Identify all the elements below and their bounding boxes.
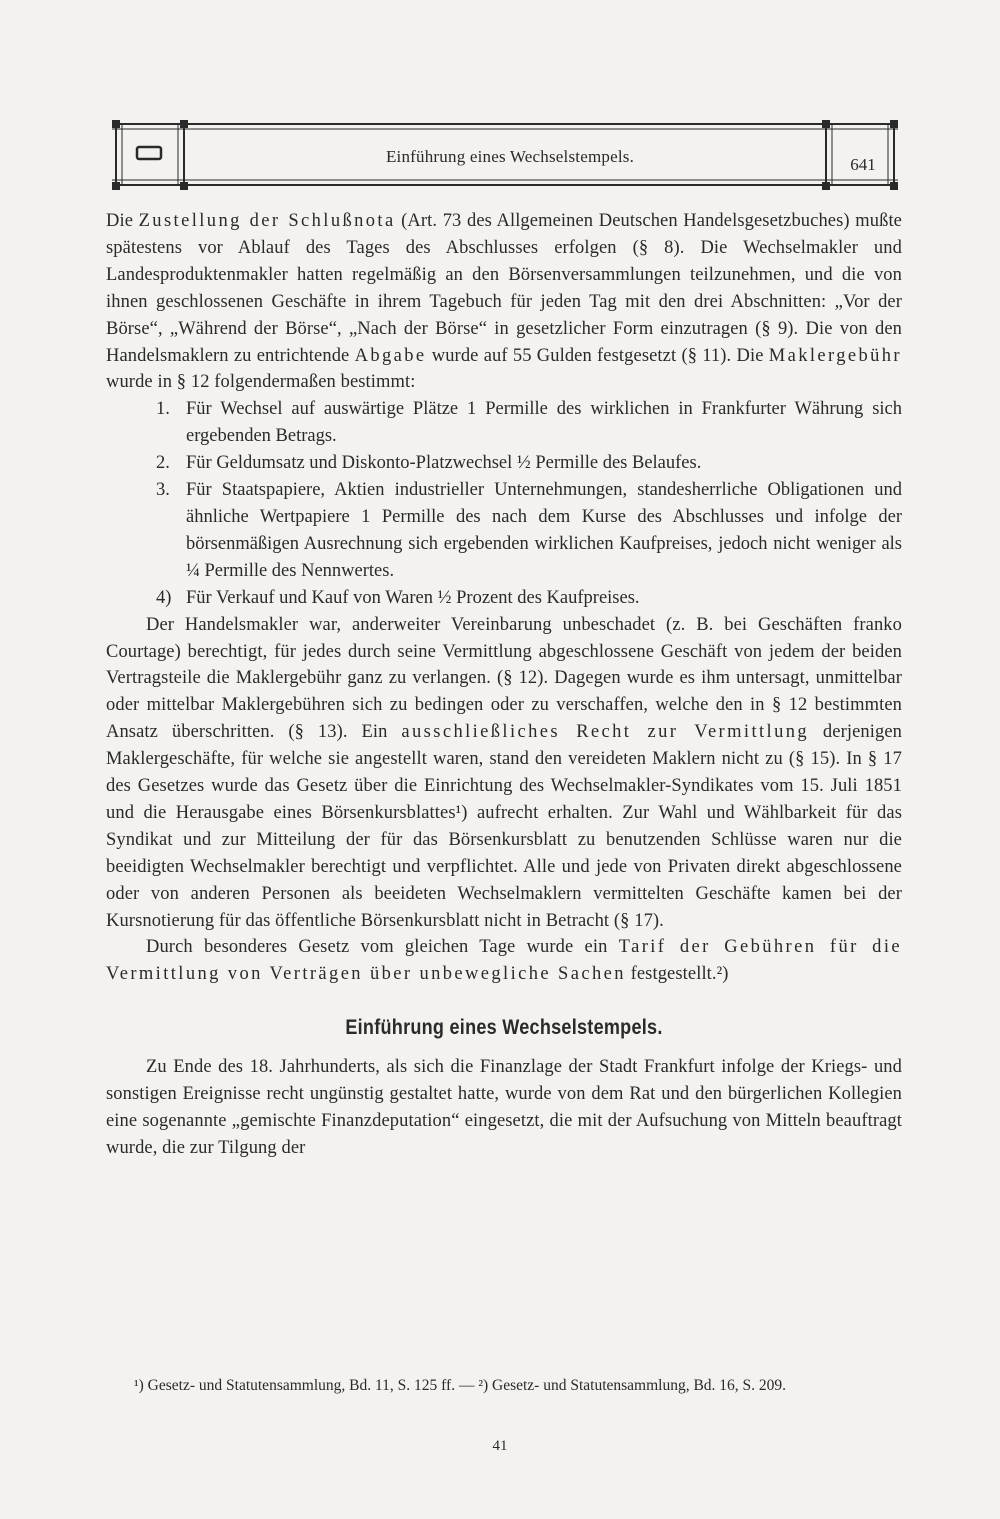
running-title: Einführung eines Wechselstempels.	[385, 147, 635, 166]
text-run: Der Handelsmakler war, anderweiter Vereinbarung unbeschadet (z. B. bei Geschäften franko Courtage) berechtigt, für jedes durch seine Vermittlung abgeschlossene Geschäft von jedem der beiden Vertragsteile die Maklergebühr ganz zu verlangen. (§ 12). Dagegen wurde es ihm untersagt, unmittelbar oder mittelbar Maklergebühren sich zu bedingen oder zu verschaffen, welche den in § 12 bestimmten Ansatz überschritten. (§ 13). Ein	[106, 614, 902, 743]
spaced-text: Tarif der Gebühren für die Vermittlung von Verträgen über unbewegliche Sachen	[106, 937, 902, 985]
fee-list	[106, 396, 902, 611]
list-text: Für Geldumsatz und Diskonto-Platzwechsel ½ Permille des Belaufes.	[186, 453, 702, 474]
spaced-text: Abgabe	[354, 345, 427, 366]
list-item	[106, 396, 902, 450]
list-item	[106, 585, 902, 612]
list-text: Für Wechsel auf auswärtige Plätze 1 Permille des wirklichen in Frankfurter Währung sich ergebenden Betrags.	[186, 399, 902, 447]
list-text: Für Staatspapiere, Aktien industrieller Unternehmungen, standesherrliche Obligationen und ähnliche Wertpapiere 1 Permille des nach dem Kurse des Abschlusses und infolge der börsenmäßigen Ausrechnung sich ergebenden wirklichen Kaufpreises, jedoch nicht weniger als ¼ Permille des Nennwertes.	[186, 480, 902, 581]
paragraph-broker-rights	[106, 612, 902, 935]
page-number-top: 641	[850, 155, 876, 174]
paragraph-tariff	[106, 934, 902, 988]
text-run: wurde auf 55 Gulden festgesetzt (§ 11). Die	[426, 345, 769, 366]
text-run: derjenigen Maklergeschäfte, für welche sie angestellt waren, stand den vereideten Maklern nicht zu (§ 15). In § 17 des Gesetzes wurde das Gesetz über die Einrichtung des Wechselmakler-Syndikates vom 15. Juli 1851 und die Herausgabe eines Börsenkursblattes¹) aufrecht erhalten. Zur Wahl und Wählbarkeit für das Syndikat und zur Mitteilung der für das Börsenkursblatt zu benutzenden Schlüsse waren nur die beeidigten Wechselmakler berechtigt und verpflichtet. Alle und jede von Privaten direkt abgeschlossene oder von anderen Personen als beeideten Wechselmaklern vermittelten Geschäfte kamen bei der Kursnotierung für das öffentliche Börsenkursblatt nicht in Betracht (§ 17).	[106, 722, 902, 931]
list-number: 3.	[156, 480, 170, 501]
text-run: festgestellt.²)	[625, 964, 729, 985]
list-number: 1.	[156, 399, 170, 420]
page-number-bottom: 41	[492, 1438, 508, 1454]
paragraph-section-intro: Zu Ende des 18. Jahrhunderts, als sich die Finanzlage der Stadt Frankfurt infolge der Kriegs- und sonstigen Ereignisse recht ungünstig gestaltet hatte, wurde von dem Rat und den bürgerlichen Kollegien eine sogenannte „gemischte Finanzdeputation“ eingesetzt, die mit der Aufsuchung von Mitteln beauftragt wurde, die zur Tilgung der	[106, 1057, 902, 1158]
list-number: 2.	[156, 453, 170, 474]
spaced-text: ausschließliches Recht zur Vermittlung	[401, 722, 810, 743]
list-number: 4)	[156, 587, 172, 608]
paragraph-brokerage-rules	[106, 208, 902, 396]
spaced-text: Zustellung der Schlußnota	[138, 211, 396, 231]
body-text	[106, 208, 902, 1162]
text-run: Die	[106, 211, 139, 231]
text-run: (Art. 73 des Allgemeinen Deutschen Handelsgesetzbuches) mußte spätestens vor Ablauf des Tages des Abschlusses erfolgen (§ 8). Die Wechselmakler und Landesproduktenmakler hatten regelmäßig an den Börsenversammlungen teilzunehmen, und die von ihnen geschlossenen Geschäfte in ihrem Tagebuch für jeden Tag mit den drei Abschnitten: „Vor der Börse“, „Während der Börse“, „Nach der Börse“ in gesetzlicher Form einzutragen (§ 9). Die von den Handelsmaklern zu entrichtende	[106, 211, 902, 366]
spaced-text: Maklergebühr	[768, 345, 902, 366]
list-item	[106, 477, 902, 585]
text-run: wurde in § 12 folgendermaßen bestimmt:	[106, 372, 416, 393]
list-text: Für Verkauf und Kauf von Waren ½ Prozent des Kaufpreises.	[186, 587, 640, 608]
section-heading: Einführung eines Wechselstempels.	[345, 1016, 663, 1040]
footnote-text: ¹) Gesetz- und Statutensammlung, Bd. 11, S. 125 ff. — ²) Gesetz- und Statutensammlung, Bd. 16, S. 209.	[134, 1377, 787, 1394]
list-item	[106, 450, 902, 477]
footnotes	[106, 1376, 902, 1396]
text-run: Durch besonderes Gesetz vom gleichen Tage wurde ein	[146, 937, 619, 958]
